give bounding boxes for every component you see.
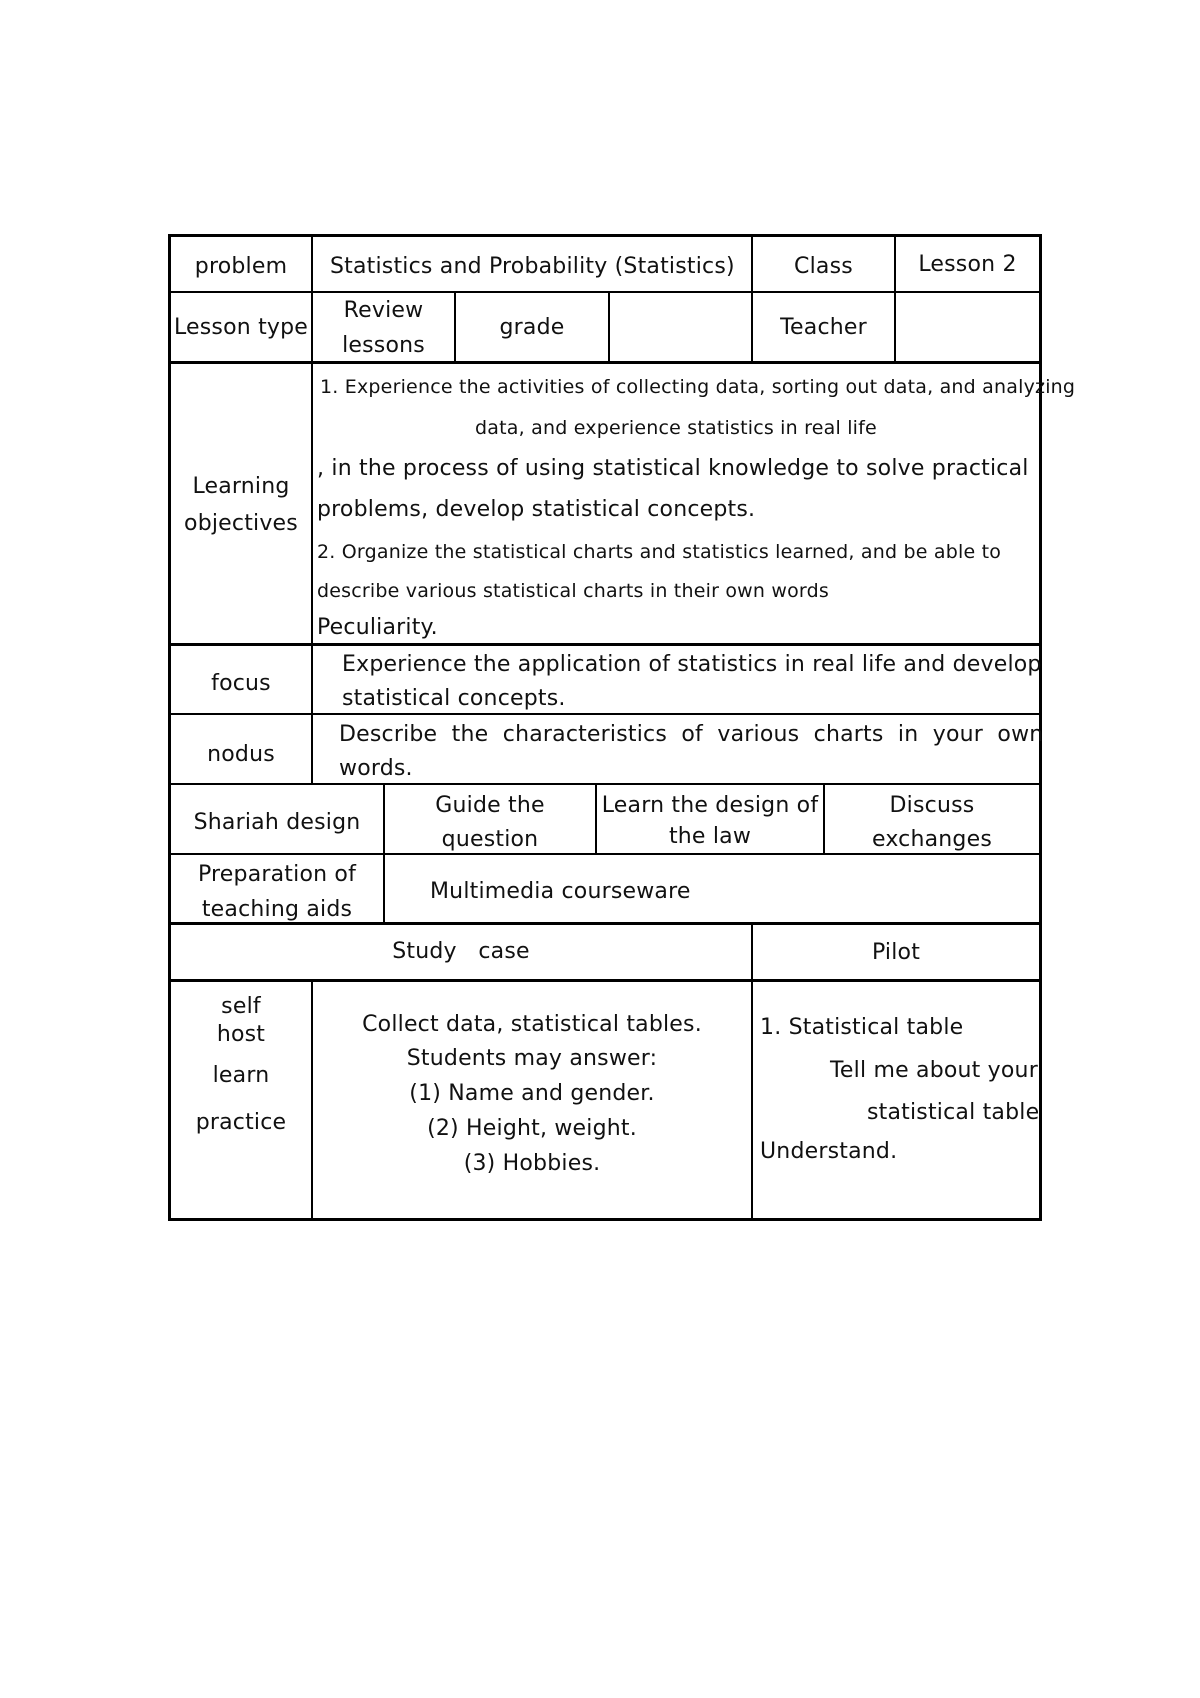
row-divider xyxy=(168,783,1042,785)
problem-label: problem xyxy=(194,254,288,279)
pilot-line2: Tell me about your xyxy=(830,1058,1038,1083)
aids-value: Multimedia courseware xyxy=(430,879,691,904)
class-label: Class xyxy=(794,254,853,279)
case-line3: (1) Name and gender. xyxy=(409,1081,655,1106)
row-divider xyxy=(168,643,1042,646)
objectives-line6: describe various statistical charts in their own words xyxy=(317,580,829,602)
pilot-line1: 1. Statistical table xyxy=(760,1015,964,1040)
design-guide-line1: Guide the xyxy=(435,793,545,818)
focus-line1: Experience the application of statistics in real life and develop xyxy=(342,652,1042,677)
design-label: Shariah design xyxy=(193,810,361,835)
teacher-label: Teacher xyxy=(780,315,867,340)
design-discuss-line1: Discuss xyxy=(889,793,975,818)
focus-label: focus xyxy=(211,671,271,696)
case-line1: Collect data, statistical tables. xyxy=(362,1012,702,1037)
activity-label-practice: practice xyxy=(195,1110,287,1135)
lesson-type-label: Lesson type xyxy=(173,315,309,340)
case-line5: (3) Hobbies. xyxy=(463,1151,601,1176)
pilot-line4: Understand. xyxy=(760,1139,898,1164)
case-line2: Students may answer: xyxy=(406,1046,658,1071)
row-divider xyxy=(168,361,1042,364)
lesson-type-value-line1: Review xyxy=(343,298,424,323)
nodus-label: nodus xyxy=(207,742,275,767)
class-value: Lesson 2 xyxy=(918,252,1017,277)
aids-label-line2: teaching aids xyxy=(201,897,353,922)
nodus-line2: words. xyxy=(339,756,413,781)
design-learn-line1: Learn the design of xyxy=(601,793,819,818)
pilot-header: Pilot xyxy=(871,940,921,965)
lesson-type-value-line2: lessons xyxy=(342,333,425,358)
objectives-line1: 1. Experience the activities of collecting data, sorting out data, and analyzing xyxy=(320,376,1076,398)
row-divider xyxy=(168,713,1042,715)
objectives-label-line2: objectives xyxy=(184,511,298,536)
nodus-line1: Describe the characteristics of various charts in your own xyxy=(339,722,1044,747)
activity-label-learn: learn xyxy=(212,1063,270,1088)
case-line4: (2) Height, weight. xyxy=(427,1116,637,1141)
objectives-line3: , in the process of using statistical knowledge to solve practical xyxy=(317,456,1029,481)
objectives-line7: Peculiarity. xyxy=(317,615,438,640)
col-divider xyxy=(608,291,610,363)
objectives-label-line1: Learning xyxy=(192,474,290,499)
table-border-top xyxy=(168,234,1042,237)
activity-label-self: self xyxy=(221,994,261,1019)
focus-line2: statistical concepts. xyxy=(342,686,566,711)
row-divider xyxy=(168,979,1042,982)
objectives-line4: problems, develop statistical concepts. xyxy=(317,497,756,522)
table-border-bottom xyxy=(168,1218,1042,1221)
objectives-line5: 2. Organize the statistical charts and statistics learned, and be able to xyxy=(317,541,1002,563)
activity-label-host: host xyxy=(216,1022,266,1047)
objectives-line2: data, and experience statistics in real life xyxy=(475,417,877,439)
problem-value: Statistics and Probability (Statistics) xyxy=(330,254,735,279)
pilot-line3: statistical table xyxy=(867,1100,1040,1125)
grade-label: grade xyxy=(499,315,565,340)
design-discuss-line2: exchanges xyxy=(871,827,992,852)
study-case-header: Study case xyxy=(392,939,530,964)
design-guide-line2: question xyxy=(441,827,539,852)
aids-label-line1: Preparation of xyxy=(197,862,357,887)
row-divider xyxy=(168,291,1042,293)
design-learn-line2: the law xyxy=(668,824,752,849)
